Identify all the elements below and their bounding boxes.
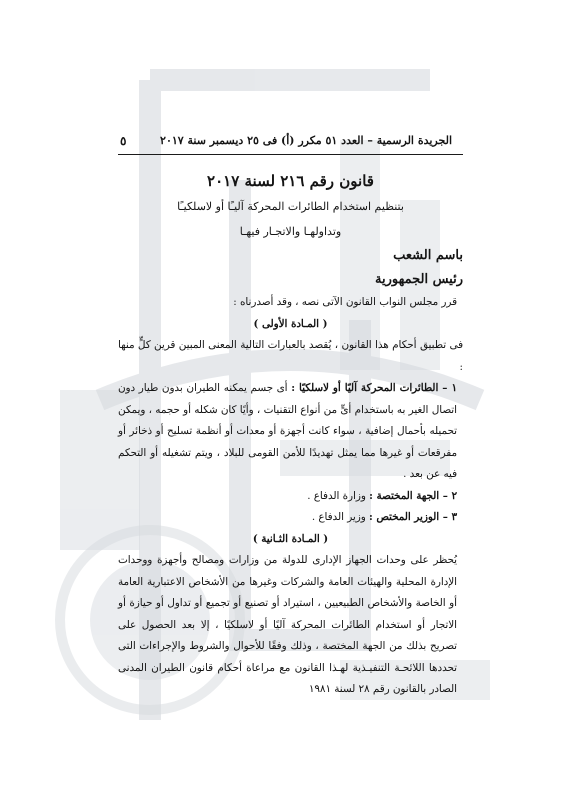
article-1-intro: فى تطبيق أحكام هذا القانون ، يُقصد بالعبارات التالية المعنى المبين قرين كلٍّ منها : [118,339,463,373]
definition-3-text: وزير الدفاع . [311,511,366,523]
law-title: قانون رقم ٢١٦ لسنة ٢٠١٧ [207,172,374,190]
heading-president: رئيس الجمهورية [375,272,463,287]
definition-3 [118,507,463,529]
definition-1-term: ١ – الطائرات المحركة آليًا أو لاسلكيًا : [291,382,457,394]
definition-2-term: ٢ – الجهة المختصة : [369,489,457,502]
definition-1 [118,378,463,486]
article-2-text: يُحظر على وحدات الجهاز الإدارى للدولة من وزارات ومصالح وأجهزة ووحدات الإدارة المحلية والهيئات العامة والشركات وغيرها من الأشخاص الاعتبارية العامة أو الخاصة والأشخاص الطبيعيين ، استيراد أو تصنيع أو تجميع أو تداول أو حيازة أو الاتجار أو استخدام الطائرات المحركة آليًا أو لاسلكيًا ، إلا بعد الحصول على تصريح بذلك من الجهة المختصة ، وذلك وفقًا للأحوال والشروط والإجراءات التى تحددها اللائحـة التنفيـذية لهـذا القانون مع مراعاة أحكام قانون الطيران المدنى الصادر بالقانون رقم ٢٨ لسنة ١٩٨١ [118,554,457,695]
heading-in-the-name-of-the-people: باسم الشعب [393,248,463,263]
definition-2 [118,486,463,508]
gazette-header: الجريدة الرسمية – العدد ٥١ مكرر (أ) فى ٢٥ ديسمبر سنة ٢٠١٧ [160,134,452,147]
page-number: ٥ [120,134,127,148]
article-1-title: ( المـادة الأولى ) [253,317,328,330]
law-subtitle-line-1: بتنظيم استخدام الطائرات المحركة آليـًا أو لاسلكيـًا [177,200,404,213]
header-divider [118,154,463,155]
definition-3-term: ٣ – الوزير المختص : [369,511,457,523]
definition-1-text: أى جسم يمكنه الطيران بدون طيار دون اتصال الغير به باستخدام أىٍّ من أنواع التقنيات ، وأيًا كان شكله أو حجمه ، ويمكن تحميله بأحمال إضافية ، سواء كانت أجهزة أو معدات أو أنظمة تسليح أو ذخائر أو مفرقعات أو غيرها مما يمثل تهديدًا للأمن القومى للبلاد ، ويتم تشغيله أو التحكم فيه عن بعد . [118,382,457,480]
article-2-title: ( المـادة الثـانية ) [252,532,329,545]
definition-2-text: وزارة الدفاع . [307,489,366,502]
enactment-clause: قرر مجلس النواب القانون الآتى نصه ، وقد أصدرناه : [233,296,457,308]
law-subtitle-line-2: وتداولهـا والاتجـار فيهـا [239,225,342,238]
law-body [118,292,463,701]
